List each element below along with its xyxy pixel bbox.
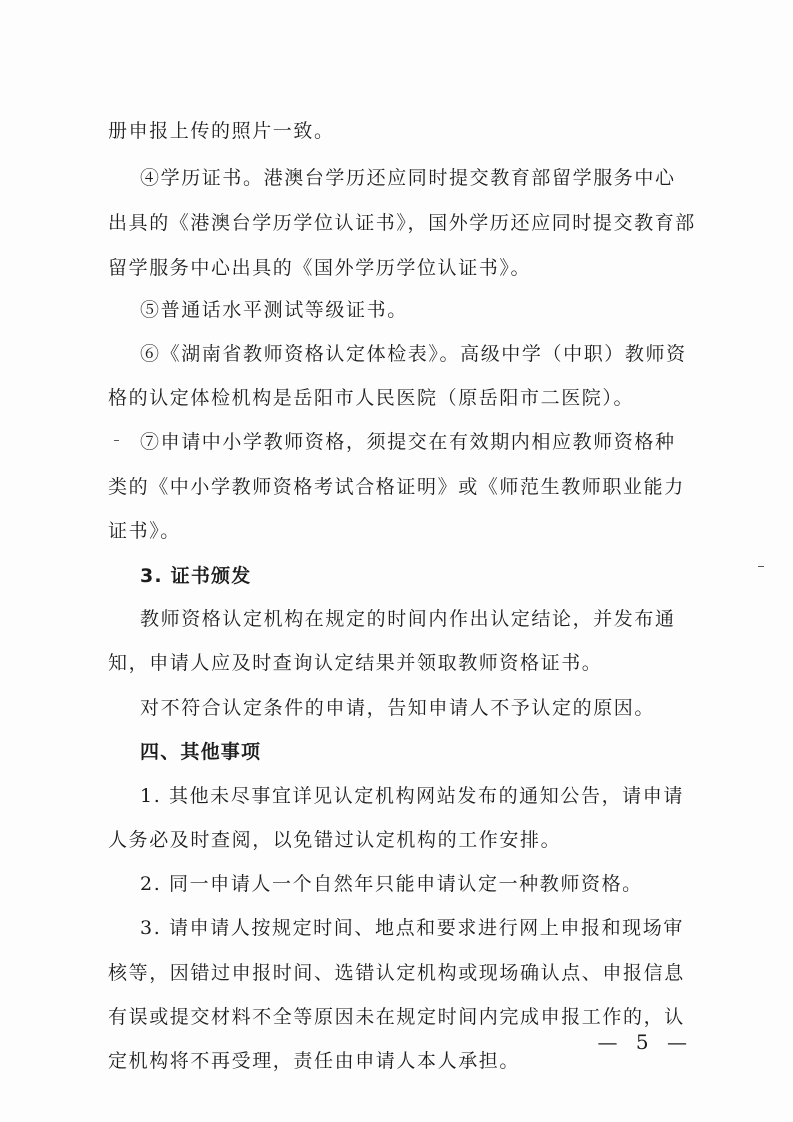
- paragraph-line: 人务必及时查阅，以免错过认定机构的工作安排。: [108, 829, 562, 851]
- paragraph-line: 1. 其他未尽事宜详见认定机构网站发布的通知公告，请申请: [140, 785, 684, 807]
- paragraph-line: 对不符合认定条件的申请，告知申请人不予认定的原因。: [140, 697, 656, 719]
- paragraph-line: 定机构将不再受理，责任由申请人本人承担。: [108, 1050, 521, 1072]
- paragraph-line: ⑤普通话水平测试等级证书。: [140, 299, 408, 321]
- paragraph-line: 格的认定体检机构是岳阳市人民医院（原岳阳市二医院）。: [108, 387, 635, 409]
- scan-speck: [758, 566, 764, 567]
- paragraph-line: 教师资格认定机构在规定的时间内作出认定结论，并发布通: [140, 608, 676, 630]
- paragraph-line: ⑥《湖南省教师资格认定体检表》。高级中学（中职）教师资: [140, 343, 687, 365]
- paragraph-line: 核等，因错过申报时间、选错认定机构或现场确认点、申报信息: [108, 962, 685, 984]
- paragraph-line: 3. 请申请人按规定时间、地点和要求进行网上申报和现场审: [140, 917, 684, 939]
- paragraph-line: 知，申请人应及时查询认定结果并领取教师资格证书。: [108, 652, 603, 674]
- paragraph-line: ④学历证书。港澳台学历还应同时提交教育部留学服务中心: [140, 167, 676, 189]
- section-heading: 3. 证书颁发: [140, 565, 252, 587]
- paragraph-line: ⑦申请中小学教师资格，须提交在有效期内相应教师资格种: [140, 431, 676, 453]
- page-number: — 5 —: [597, 1030, 693, 1054]
- scan-speck: [114, 440, 119, 441]
- paragraph-line: 留学服务中心出具的《国外学历学位认证书》。: [108, 257, 532, 279]
- paragraph-line: 册申报上传的照片一致。: [108, 120, 335, 142]
- section-heading: 四、其他事项: [140, 741, 262, 763]
- paragraph-line: 2. 同一申请人一个自然年只能申请认定一种教师资格。: [140, 873, 643, 895]
- paragraph-line: 证书》。: [108, 520, 181, 542]
- paragraph-line: 有误或提交材料不全等原因未在规定时间内完成申报工作的，认: [108, 1006, 685, 1028]
- paragraph-line: 出具的《港澳台学历学位认证书》，国外学历还应同时提交教育部: [108, 212, 696, 234]
- paragraph-line: 类的《中小学教师资格考试合格证明》或《师范生教师职业能力: [108, 476, 685, 498]
